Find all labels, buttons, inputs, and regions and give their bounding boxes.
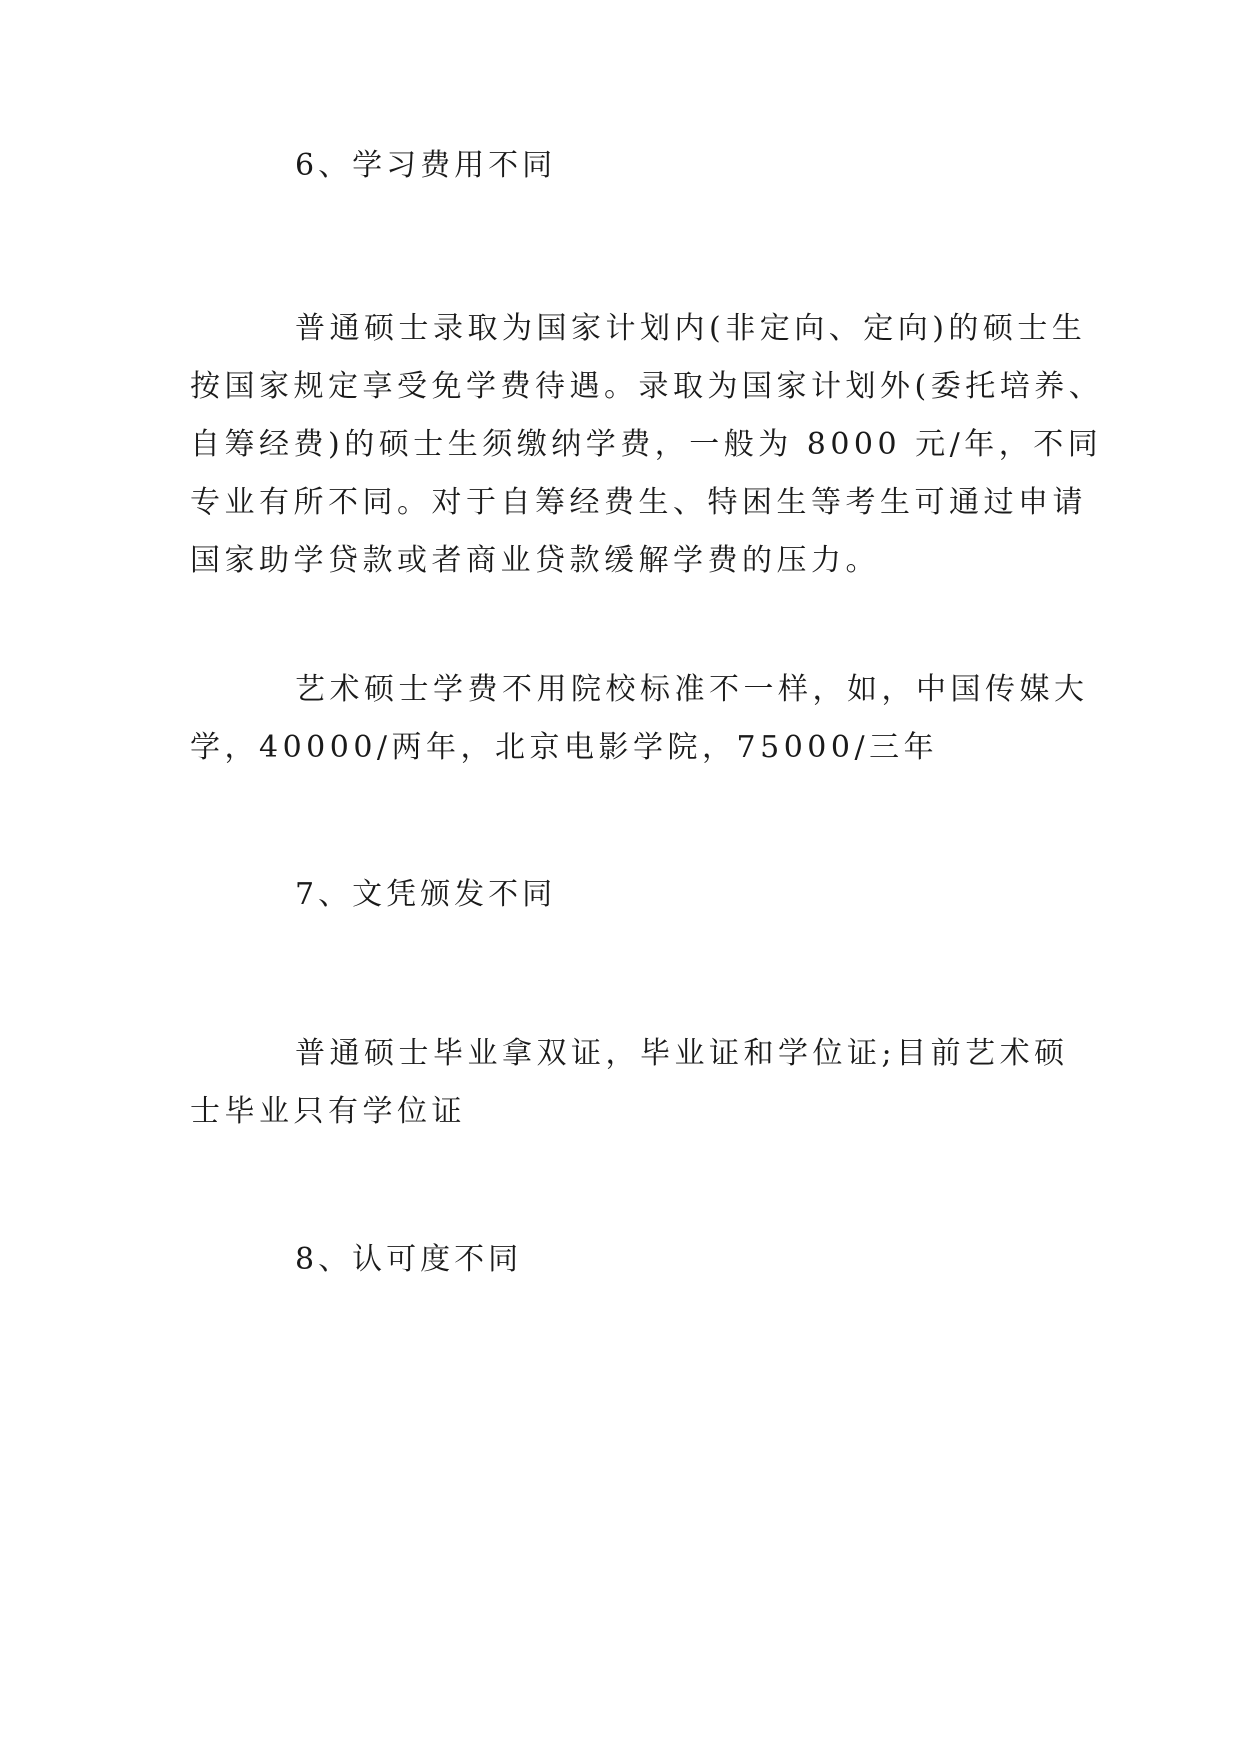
section-heading-8: 8、认可度不同 — [295, 1242, 523, 1277]
text-line: 普通硕士录取为国家计划内(非定向、定向)的硕士生 — [295, 311, 1087, 346]
section-heading-7: 7、文凭颁发不同 — [295, 877, 557, 912]
text-line: 国家助学贷款或者商业贷款缓解学费的压力。 — [190, 543, 880, 578]
text-line: 专业有所不同。对于自筹经费生、特困生等考生可通过申请 — [190, 485, 1087, 520]
section-heading-6: 6、学习费用不同 — [295, 148, 557, 183]
paragraph-diploma — [190, 1025, 1070, 1141]
text-line: 普通硕士毕业拿双证，毕业证和学位证;目前艺术硕 — [295, 1036, 1069, 1071]
text-line: 士毕业只有学位证 — [190, 1094, 466, 1129]
text-line: 艺术硕士学费不用院校标准不一样，如，中国传媒大 — [295, 672, 1089, 707]
paragraph-tuition-standard — [190, 300, 1104, 590]
text-line: 学，40000/两年，北京电影学院，75000/三年 — [190, 730, 939, 765]
text-line: 自筹经费)的硕士生须缴纳学费，一般为 8000 元/年，不同 — [190, 427, 1103, 462]
text-line: 按国家规定享受免学费待遇。录取为国家计划外(委托培养、 — [190, 369, 1104, 404]
paragraph-tuition-art — [190, 661, 1089, 777]
